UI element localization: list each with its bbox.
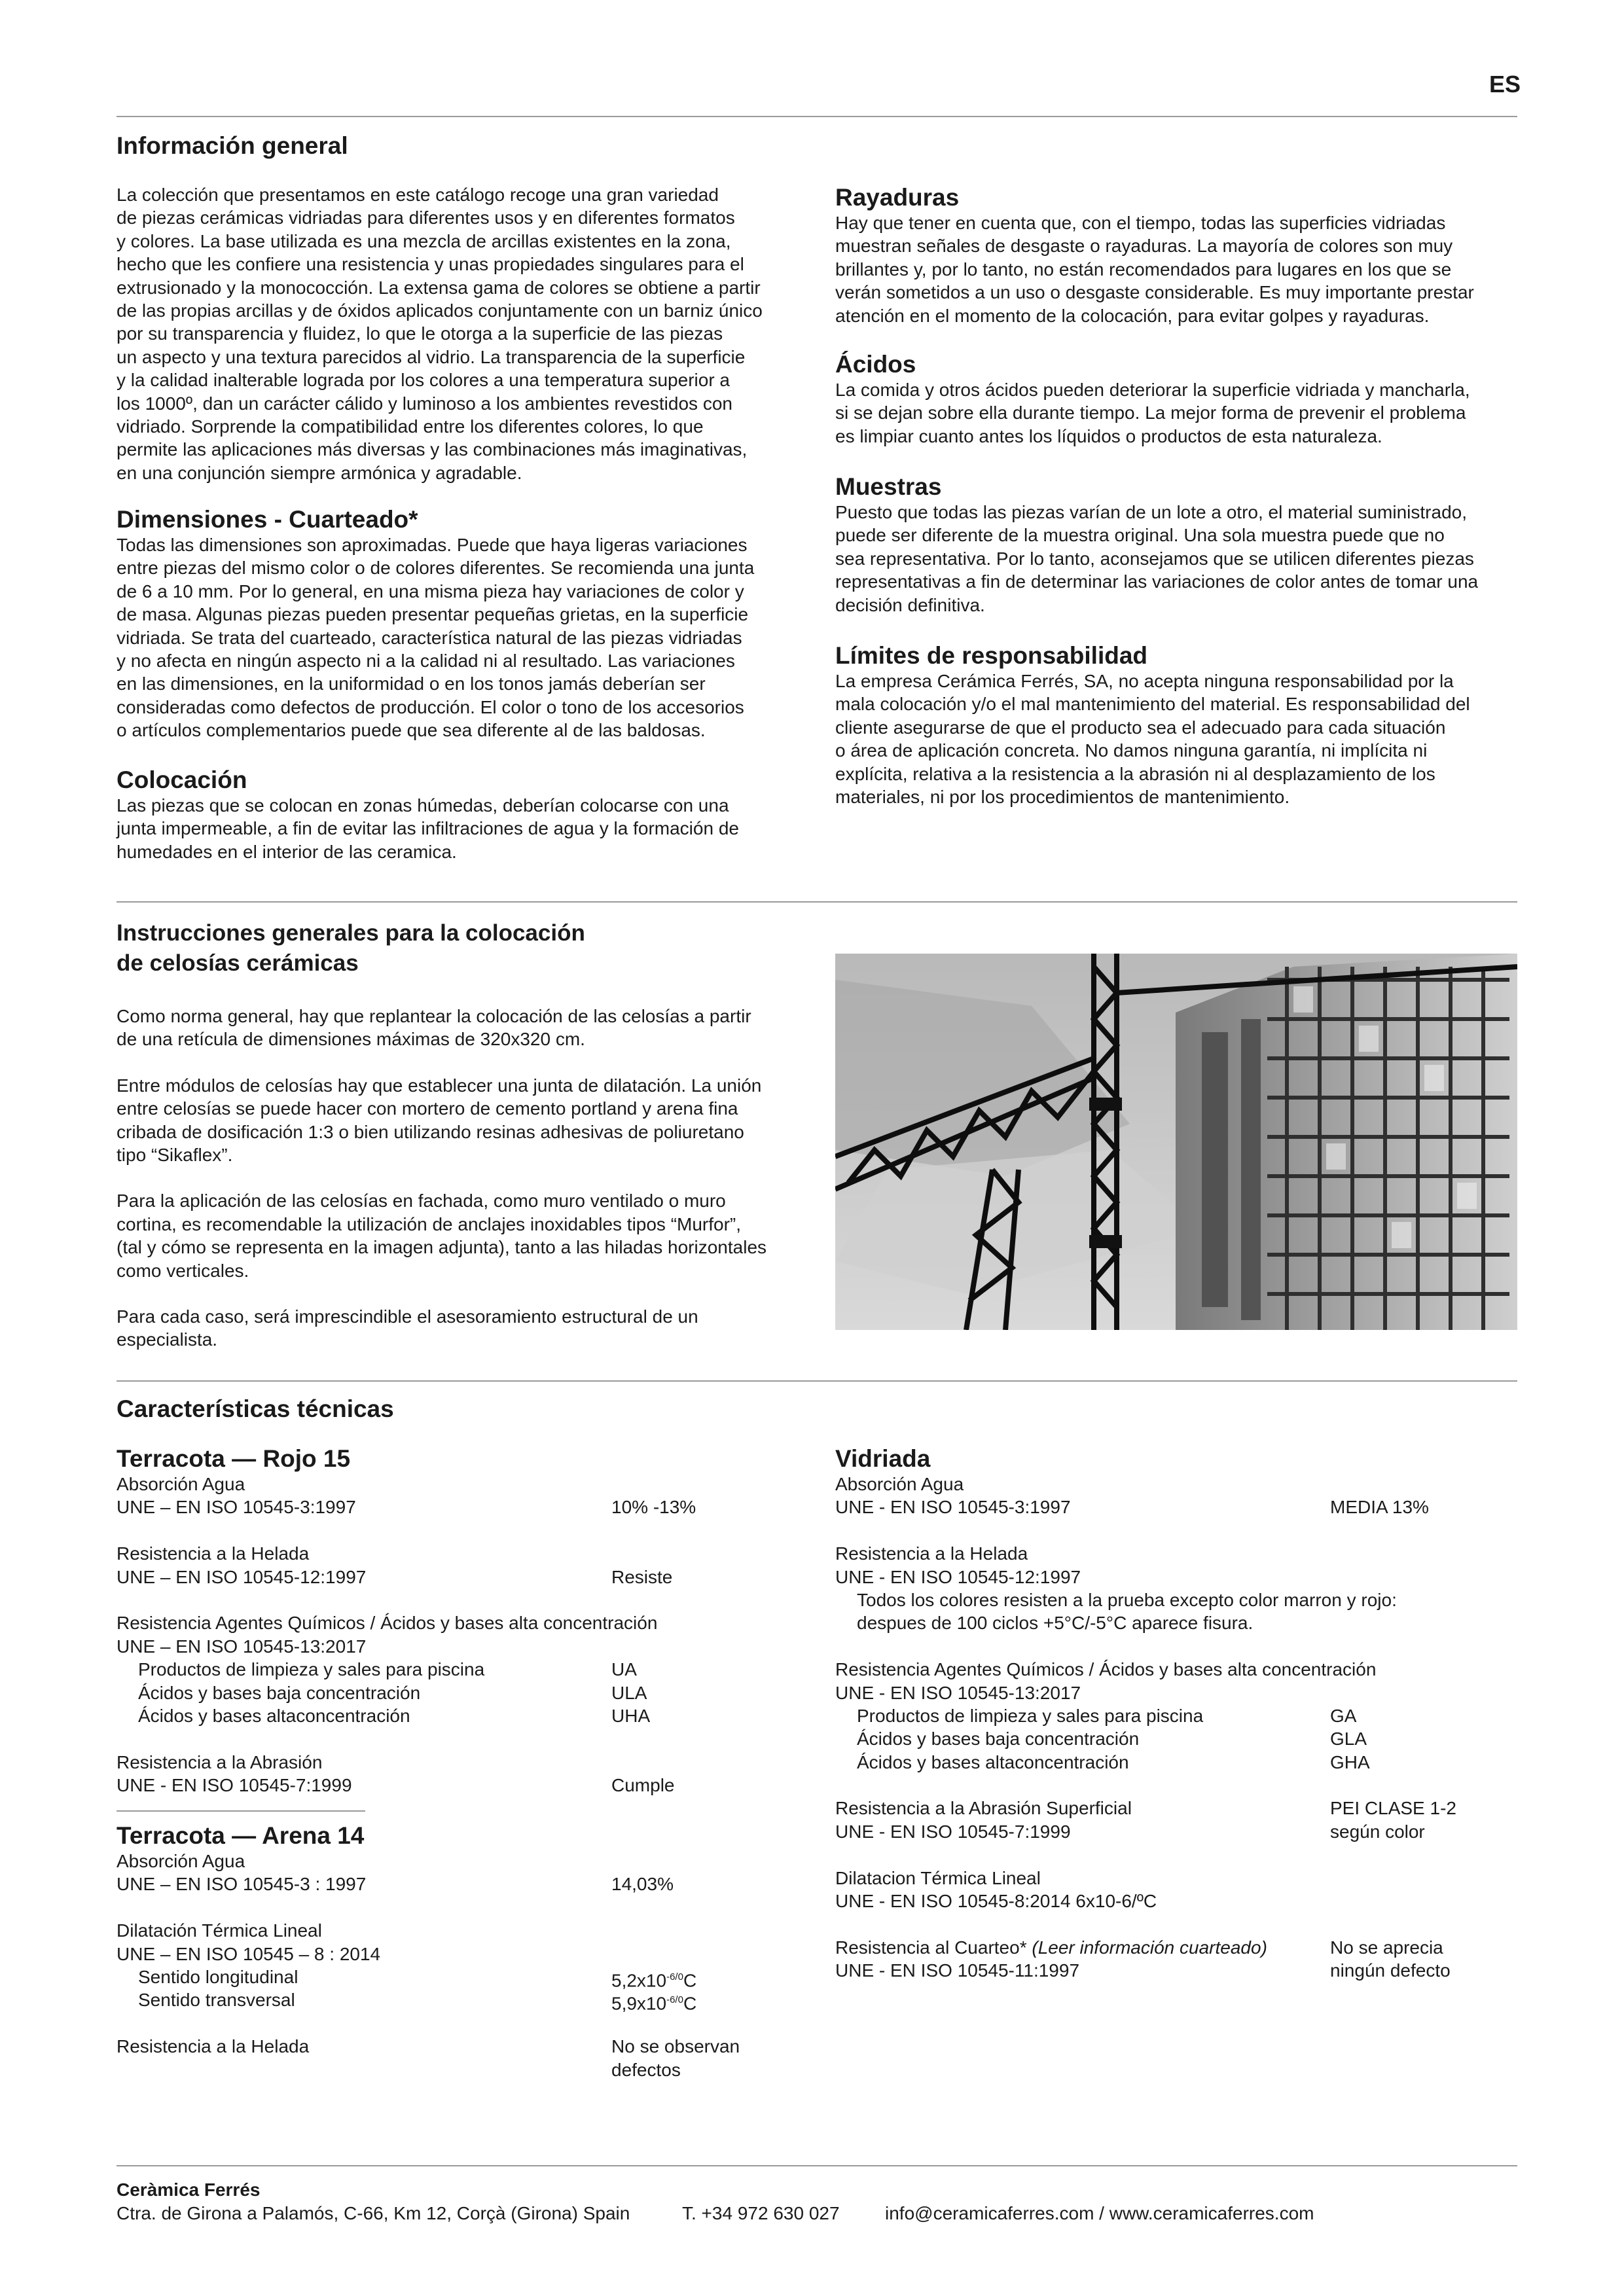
section-divider-1 (117, 901, 1517, 903)
spec-row (835, 1959, 1516, 1982)
spec-row (835, 1912, 1516, 1935)
text-line: materiales, ni por los procedimientos de mantenimiento. (835, 787, 1290, 808)
acidos-section (835, 351, 1523, 448)
text-line: brillantes y, por lo tanto, no están recomendados para lugares en los que se (835, 259, 1452, 279)
top-divider (117, 116, 1517, 117)
spec-row (835, 1727, 1516, 1750)
text-line: como verticales. (117, 1260, 249, 1281)
spec-label: Sentido longitudinal (138, 1966, 298, 1987)
spec-label: Ácidos y bases baja concentración (857, 1729, 1140, 1749)
spec-exponent: -6/0 (666, 1971, 683, 1982)
text-line: y no afecta en ningún aspecto ni a la calidad ni al resultado. Las variaciones (117, 651, 735, 672)
spec-value: $5,9x10^{-6/0}C$ (611, 1993, 697, 2014)
text-line: (tal y cómo se representa en la imagen adjunta), tanto a las hiladas horizontales (117, 1237, 767, 1258)
text-line: La comida y otros ácidos pueden deteriorar la superficie vidriada y mancharla, (835, 380, 1470, 400)
spec-row (835, 1867, 1516, 1890)
spec-value: defectos (611, 2059, 681, 2080)
paragraph (117, 1074, 823, 1167)
text-line: Como norma general, hay que replantear la colocación de las celosías a partir (117, 1006, 751, 1026)
spec-value: GA (1330, 1705, 1357, 1726)
spec-row (835, 1820, 1516, 1843)
spec-row (117, 1542, 771, 1565)
spec-label: UNE - EN ISO 10545-12:1997 (835, 1566, 1081, 1587)
vidriada-table (835, 1473, 1516, 1982)
spec-label: UNE - EN ISO 10545-11:1997 (835, 1960, 1080, 1981)
paragraph (117, 1189, 823, 1282)
acidos-text (835, 378, 1523, 448)
text-line: tipo “Sikaflex”. (117, 1145, 233, 1166)
spec-label: Resistencia a la Abrasión (117, 1751, 323, 1772)
spec-row (835, 1566, 1516, 1588)
spec-row (835, 1843, 1516, 1866)
spec-row (117, 2012, 771, 2035)
spec-row (835, 1797, 1516, 1820)
limites-title: Límites de responsabilidad (835, 642, 1148, 669)
spec-label: Sentido transversal (138, 1990, 295, 2011)
spec-row (117, 1635, 771, 1658)
footer-divider (117, 2165, 1517, 2166)
spec-row (117, 2035, 771, 2058)
acidos-title: Ácidos (835, 351, 916, 378)
instrucciones-title-2: de celosías cerámicas (117, 950, 359, 976)
language-code: ES (1489, 71, 1521, 98)
text-line: los 1000º, dan un carácter cálido y luminoso a los ambientes revestidos con (117, 393, 732, 414)
spec-label: Ácidos y bases baja concentración (138, 1682, 421, 1703)
spec-row (117, 1704, 771, 1727)
text-line: verán sometidos a un uso o desgaste considerable. Es muy importante prestar (835, 282, 1474, 303)
spec-row (835, 1611, 1516, 1634)
text-line: hecho que les confiere una resistencia y unas propiedades singulares para el (117, 254, 744, 275)
text-line: sea representativa. Por lo tanto, aconsejamos que se utilicen diferentes piezas (835, 548, 1474, 569)
paragraph (117, 1005, 823, 1051)
text-line: y la calidad inalterable lograda por los colores a una temperatura superior a (117, 370, 730, 391)
spec-row (117, 1727, 771, 1750)
text-line: permite las aplicaciones más diversas y las combinaciones más imaginativas, (117, 439, 748, 460)
spec-row (835, 1681, 1516, 1704)
footer-contact[interactable]: info@ceramicaferres.com / www.ceramicaferres.com (885, 2203, 1314, 2223)
spec-value: GHA (1330, 1751, 1370, 1772)
tecnicas-title: Características técnicas (117, 1395, 394, 1422)
spec-value: Resiste (611, 1566, 673, 1587)
spec-label: Todos los colores resisten a la prueba excepto color marron y rojo: (857, 1589, 1397, 1610)
rayaduras-section (835, 184, 1523, 327)
spec-label: UNE - EN ISO 10545-7:1999 (835, 1821, 1071, 1842)
text-line: La empresa Cerámica Ferrés, SA, no acepta ninguna responsabilidad por la (835, 671, 1454, 691)
text-line: extrusionado y la monococción. La extensa gama de colores se obtiene a partir (117, 277, 761, 298)
arena-title: Terracota — Arena 14 (117, 1822, 365, 1849)
spec-label: Resistencia Agentes Químicos / Ácidos y bases alta concentración (117, 1613, 658, 1634)
colocacion-section (117, 766, 823, 863)
text-line: explícita, relativa a la resistencia a la abrasión ni al desplazamiento de los (835, 763, 1435, 784)
spec-row (117, 1943, 771, 1965)
spec-label: Resistencia a la Abrasión Superficial (835, 1798, 1132, 1819)
spec-value: UHA (611, 1705, 651, 1726)
spec-label: Ácidos y bases altaconcentración (857, 1751, 1129, 1772)
text-line: cliente asegurarse de que el producto sea el adecuado para cada situación (835, 717, 1446, 738)
spec-label: Absorción Agua (835, 1474, 964, 1494)
spec-label: Resistencia Agentes Químicos / Ácidos y bases alta concentración (835, 1659, 1377, 1680)
spec-row (117, 1896, 771, 1919)
limites-text (835, 670, 1523, 808)
spec-exponent: -6/0 (666, 1994, 683, 2006)
spec-label: UNE – EN ISO 10545-12:1997 (117, 1566, 367, 1587)
spec-note: (Leer información cuarteado) (1026, 1937, 1267, 1958)
muestras-title: Muestras (835, 473, 942, 500)
text-line: especialista. (117, 1329, 218, 1350)
footer-company: Ceràmica Ferrés (117, 2179, 261, 2200)
spec-value: $5,2x10^{-6/0}C$ (611, 1970, 697, 1991)
spec-label: UNE – EN ISO 10545 – 8 : 2014 (117, 1943, 381, 1964)
spec-label: Absorción Agua (117, 1474, 245, 1494)
spec-value: ningún defecto (1330, 1960, 1451, 1981)
spec-row (117, 1873, 771, 1895)
spec-label: UNE - EN ISO 10545-7:1999 (117, 1775, 352, 1796)
spec-label: UNE – EN ISO 10545-3 : 1997 (117, 1874, 367, 1895)
dimensiones-title: Dimensiones - Cuarteado* (117, 506, 418, 533)
rojo-arena-divider (117, 1810, 365, 1812)
spec-label: UNE – EN ISO 10545-3:1997 (117, 1497, 356, 1518)
text-line: o área de aplicación concreta. No damos ninguna garantía, ni implícita ni (835, 740, 1428, 761)
spec-row (835, 1704, 1516, 1727)
spec-value: PEI CLASE 1-2 (1330, 1798, 1456, 1819)
text-line: en una conjunción siempre armónica y agradable. (117, 462, 522, 483)
spec-row (117, 1988, 771, 2014)
facade-lattice-photo (835, 954, 1517, 1330)
spec-value: UA (611, 1659, 637, 1680)
spec-row (117, 1751, 771, 1774)
spec-row (117, 1519, 771, 1542)
spec-row (117, 1611, 771, 1634)
text-line: muestran señales de desgaste o rayaduras. La mayoría de colores son muy (835, 236, 1453, 257)
spec-row (117, 1473, 771, 1496)
spec-row (117, 1850, 771, 1873)
text-line: de 6 a 10 mm. Por lo general, en una misma pieza hay variaciones de color y (117, 581, 744, 601)
spec-label: UNE - EN ISO 10545-8:2014 6x10-6/ºC (835, 1891, 1157, 1912)
text-line: Hay que tener en cuenta que, con el tiempo, todas las superficies vidriadas (835, 213, 1446, 233)
spec-value: 10% -13% (611, 1497, 696, 1518)
dimensiones-text (117, 533, 823, 742)
arena-table (117, 1850, 771, 2081)
spec-row (117, 1566, 771, 1588)
text-line: decisión definitiva. (835, 594, 985, 615)
section-divider-2 (117, 1380, 1517, 1382)
spec-value: GLA (1330, 1729, 1367, 1749)
text-line: junta impermeable, a fin de evitar las infiltraciones de agua y la formación de (117, 818, 739, 839)
spec-label: UNE - EN ISO 10545-13:2017 (835, 1682, 1081, 1703)
muestras-section (835, 473, 1523, 617)
dimensiones-section (117, 506, 823, 742)
text-line: de una retícula de dimensiones máximas de 320x320 cm. (117, 1029, 585, 1050)
text-line: si se dejan sobre ella durante tiempo. La mejor forma de prevenir el problema (835, 403, 1466, 423)
general-text (117, 183, 823, 484)
text-line: Todas las dimensiones son aproximadas. Puede que haya ligeras variaciones (117, 535, 748, 555)
spec-row (117, 1588, 771, 1611)
spec-value: No se observan (611, 2036, 740, 2057)
text-line: representativas a fin de determinar las variaciones de color antes de tomar una (835, 571, 1479, 592)
spec-label: Dilatacion Térmica Lineal (835, 1867, 1041, 1888)
text-line: en las dimensiones, en la uniformidad o en los tonos jamás deberían ser (117, 673, 706, 694)
spec-row (835, 1890, 1516, 1912)
spec-label: Absorción Agua (117, 1851, 245, 1871)
spec-label: despues de 100 ciclos +5°C/-5°C aparece fisura. (857, 1613, 1254, 1634)
rayaduras-text (835, 211, 1523, 327)
spec-label: Ácidos y bases altaconcentración (138, 1705, 410, 1726)
text-line: entre piezas del mismo color o de colores diferentes. Se recomienda una junta (117, 558, 755, 579)
text-line: cribada de dosificación 1:3 o bien utilizando resinas adhesivas de poliuretano (117, 1121, 744, 1142)
spec-label: Dilatación Térmica Lineal (117, 1920, 322, 1941)
text-line: consideradas como defectos de producción. El color o tono de los accesorios (117, 696, 744, 717)
text-line: cortina, es recomendable la utilización de anclajes inoxidables tipos “Murfor”, (117, 1213, 742, 1234)
spec-value: según color (1330, 1821, 1425, 1842)
paragraph (117, 1305, 823, 1352)
vidriada-title: Vidriada (835, 1445, 931, 1472)
footer-address: Ctra. de Girona a Palamós, C-66, Km 12, Corçà (Girona) Spain (117, 2203, 630, 2223)
text-line: humedades en el interior de las ceramica. (117, 841, 457, 862)
text-line: o artículos complementarios puede que sea diferente al de las baldosas. (117, 720, 706, 741)
text-line: Puesto que todas las piezas varían de un lote a otro, el material suministrado, (835, 502, 1467, 522)
text-line: vidriada. Se trata del cuarteado, característica natural de las piezas vidriadas (117, 627, 742, 648)
general-title: Información general (117, 132, 348, 159)
spec-value: Cumple (611, 1775, 675, 1796)
rojo-title: Terracota — Rojo 15 (117, 1445, 351, 1472)
spec-label: Resistencia a la Helada (117, 1543, 310, 1564)
spec-value: No se aprecia (1330, 1937, 1443, 1958)
spec-label: UNE - EN ISO 10545-3:1997 (835, 1497, 1071, 1518)
spec-row (835, 1936, 1516, 1959)
spec-row (835, 1542, 1516, 1565)
spec-label: Productos de limpieza y sales para piscina (857, 1705, 1204, 1726)
text-line: de masa. Algunas piezas pueden presentar pequeñas grietas, en la superficie (117, 604, 749, 625)
text-line: atención en el momento de la colocación, para evitar golpes y rayaduras. (835, 305, 1430, 326)
spec-value: ULA (611, 1682, 647, 1703)
spec-row (835, 1519, 1516, 1542)
spec-row (117, 1496, 771, 1518)
spec-label: Resistencia al Cuarteo* (Leer información cuarteado) (835, 1937, 1267, 1958)
spec-label: UNE – EN ISO 10545-13:2017 (117, 1636, 367, 1657)
colocacion-text (117, 794, 823, 863)
text-line: puede ser diferente de la muestra original. Una sola muestra puede que no (835, 525, 1445, 546)
text-line: vidriado. Sorprende la compatibilidad entre los diferentes colores, lo que (117, 416, 704, 437)
text-line: de las propias arcillas y de óxidos aplicados conjuntamente con un barniz único (117, 300, 763, 321)
spec-value: MEDIA 13% (1330, 1497, 1429, 1518)
spec-row (117, 2058, 771, 2081)
text-line: de piezas cerámicas vidriadas para diferentes usos y en diferentes formatos (117, 207, 735, 228)
instrucciones-title-1: Instrucciones generales para la colocación (117, 920, 585, 946)
arena-section (117, 1822, 771, 2081)
text-line: Entre módulos de celosías hay que establecer una junta de dilatación. La unión (117, 1075, 762, 1096)
spec-label: Productos de limpieza y sales para piscina (138, 1659, 485, 1680)
spec-row (835, 1473, 1516, 1496)
rojo-table (117, 1473, 771, 1797)
text-line: un aspecto y una textura parecidos al vidrio. La transparencia de la superficie (117, 346, 746, 367)
text-line: por su transparencia y fluidez, lo que le otorga a la superficie de las piezas (117, 323, 723, 344)
spec-row (835, 1774, 1516, 1797)
spec-row (117, 1658, 771, 1681)
spec-row (835, 1658, 1516, 1681)
spec-label: Resistencia a la Helada (835, 1543, 1028, 1564)
spec-value: 14,03% (611, 1874, 674, 1895)
text-line: entre celosías se puede hacer con mortero de cemento portland y arena fina (117, 1098, 738, 1119)
text-line: Para cada caso, será imprescindible el asesoramiento estructural de un (117, 1306, 698, 1327)
instrucciones-section (117, 918, 823, 978)
spec-row (117, 1681, 771, 1704)
muestras-text (835, 501, 1523, 617)
text-line: La colección que presentamos en este catálogo recoge una gran variedad (117, 185, 719, 205)
limites-section (835, 642, 1523, 808)
spec-row (835, 1635, 1516, 1658)
text-line: Para la aplicación de las celosías en fachada, como muro ventilado o muro (117, 1191, 726, 1211)
text-line: Las piezas que se colocan en zonas húmedas, deberían colocarse con una (117, 795, 729, 816)
spec-row (835, 1588, 1516, 1611)
text-line: y colores. La base utilizada es una mezcla de arcillas existentes en la zona, (117, 230, 731, 251)
footer-phone: T. +34 972 630 027 (682, 2203, 840, 2223)
spec-row (835, 1751, 1516, 1774)
spec-row (117, 1919, 771, 1942)
rayaduras-title: Rayaduras (835, 184, 960, 211)
spec-row (117, 1774, 771, 1797)
text-line: es limpiar cuanto antes los líquidos o productos de esta naturaleza. (835, 425, 1382, 446)
instrucciones-text (117, 1005, 823, 1374)
spec-label: Resistencia a la Helada (117, 2036, 310, 2057)
spec-row (117, 1965, 771, 1991)
vidriada-section (835, 1445, 1516, 1982)
rojo-section (117, 1445, 771, 1797)
spec-row (835, 1496, 1516, 1518)
text-line: mala colocación y/o el mal mantenimiento del material. Es responsabilidad del (835, 694, 1470, 715)
colocacion-title: Colocación (117, 766, 247, 793)
